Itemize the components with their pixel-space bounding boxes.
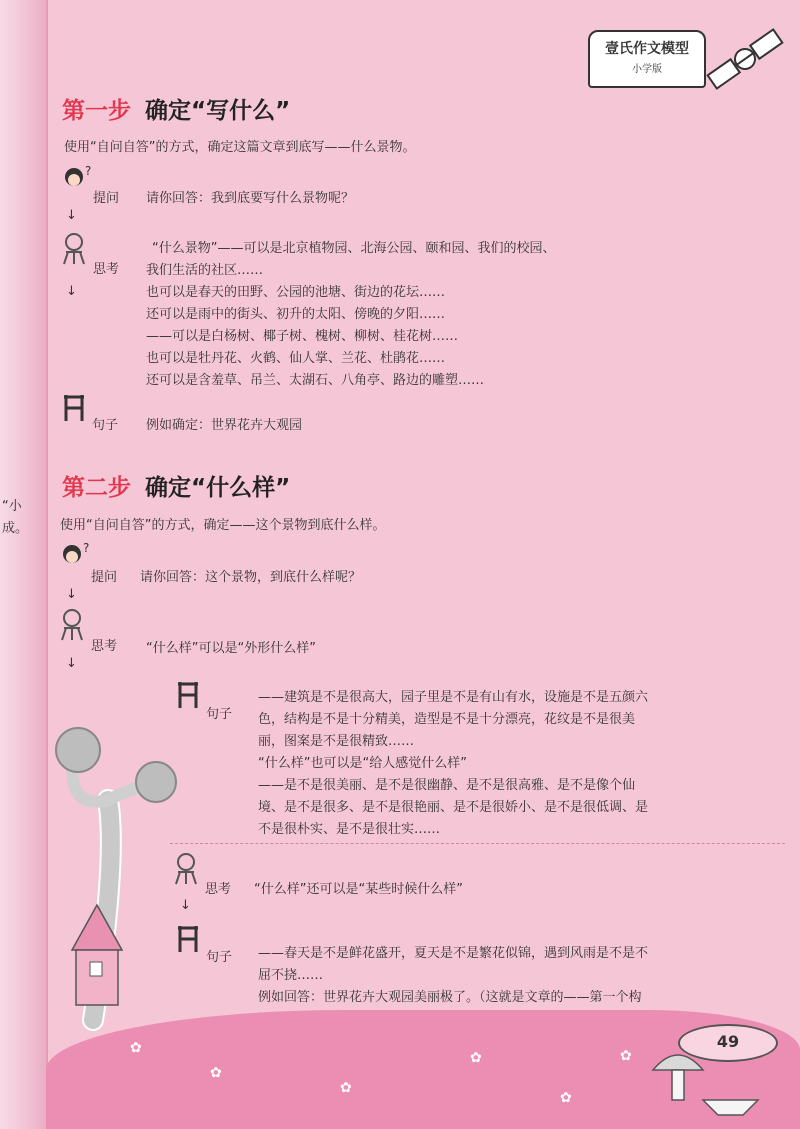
badge-title: 壹氏作文模型: [605, 41, 689, 57]
step2-sentence-line: ——是不是很美丽、是不是很幽静、是不是很高雅、是不是像个仙: [258, 778, 636, 793]
step2-think-text: “什么样”可以是“外形什么样”: [146, 641, 316, 656]
ladder-sentence-icon: [176, 680, 202, 710]
step1-think-line: 也可以是牡丹花、火鹤、仙人掌、兰花、杜鹃花……: [146, 351, 446, 366]
gutter-fragment: “小: [2, 499, 22, 514]
step1-title: 确定“写什么”: [145, 98, 291, 124]
step2-think2-label: 思考: [205, 882, 232, 897]
step1-think-label: 思考: [93, 262, 120, 277]
step2-think2-text: “什么样”还可以是“某些时候什么样”: [254, 882, 463, 897]
step2-sentence2-line: ——春天是不是鲜花盛开，夏天是不是繁花似锦，遇到风雨是不是不: [258, 946, 649, 961]
thinking-person-icon: [60, 232, 92, 266]
step1-think-line: 还可以是雨中的街头、初升的太阳、傍晚的夕阳……: [146, 307, 446, 322]
tower-illustration: [62, 900, 132, 1010]
section-divider: [170, 843, 785, 844]
page-number: 49: [678, 1024, 778, 1062]
step1-sentence-text: 例如确定：世界花卉大观园: [146, 418, 303, 433]
step1-think-line: ——可以是白杨树、椰子树、槐树、柳树、桂花树……: [146, 329, 459, 344]
step2-title: 确定“什么样”: [145, 475, 291, 501]
down-arrow-icon: ↓: [66, 656, 77, 671]
step1-heading: [62, 92, 290, 125]
down-arrow-icon: ↓: [180, 898, 191, 913]
star-icon: ✿: [210, 1065, 222, 1081]
step2-sentence2-line: 例如回答：世界花卉大观园美丽极了。（这就是文章的——第一个构: [258, 990, 642, 1005]
svg-text:?: ?: [83, 541, 90, 555]
ladder-sentence-icon: [62, 393, 88, 423]
thinking-person-icon: [58, 608, 90, 642]
step2-sentence2-label: 句子: [206, 950, 233, 965]
down-arrow-icon: ↓: [66, 284, 77, 299]
star-icon: ✿: [130, 1040, 142, 1056]
star-icon: ✿: [470, 1050, 482, 1066]
step1-think-line: 还可以是含羞草、吊兰、太湖石、八角亭、路边的雕塑……: [146, 373, 485, 388]
step1-think-line: 也可以是春天的田野、公园的池塘、街边的花坛……: [146, 285, 446, 300]
step1-sentence-label: 句子: [92, 418, 119, 433]
step2-sentence-line: 色，结构是不是十分精美，造型是不是十分漂亮，花纹是不是很美: [258, 712, 636, 727]
page-gutter: [0, 0, 48, 1129]
star-icon: ✿: [560, 1090, 572, 1106]
step2-ask-text: 请你回答：这个景物，到底什么样呢？: [140, 570, 362, 585]
book-series-badge: [588, 30, 706, 88]
svg-text:?: ?: [85, 164, 92, 178]
step1-number: 第一步: [62, 98, 131, 124]
step2-think-label: 思考: [91, 639, 118, 654]
step1-ask-text: 请你回答：我到底要写什么景物呢？: [146, 191, 355, 206]
down-arrow-icon: ↓: [66, 587, 77, 602]
step2-sentence-line: 境、是不是很多、是不是很艳丽、是不是很娇小、是不是很低调、是: [258, 800, 649, 815]
star-icon: ✿: [620, 1048, 632, 1064]
step2-number: 第二步: [62, 475, 131, 501]
step2-intro: 使用“自问自答”的方式，确定——这个景物到底什么样。: [60, 518, 386, 533]
step2-ask-label: 提问: [91, 570, 118, 585]
step2-sentence-line: 不是很朴实、是不是很壮实……: [258, 822, 441, 837]
step1-think-line: 我们生活的社区……: [146, 263, 264, 278]
step1-intro: 使用“自问自答”的方式，确定这篇文章到底写——什么景物。: [64, 140, 416, 155]
step2-sentence-line: 丽，图案是不是很精致……: [258, 734, 415, 749]
satellite-icon: [700, 14, 790, 104]
star-icon: ✿: [340, 1080, 352, 1096]
step2-sentence-label: 句子: [206, 707, 233, 722]
badge-subtitle: 小学版: [632, 64, 662, 75]
step2-sentence-line: “什么样”也可以是“给人感觉什么样”: [258, 756, 467, 771]
step1-think-line: “什么景物”——可以是北京植物园、北海公园、颐和园、我们的校园、: [152, 241, 556, 256]
step1-ask-label: 提问: [93, 191, 120, 206]
down-arrow-icon: ↓: [66, 208, 77, 223]
step2-sentence-line: ——建筑是不是很高大，园子里是不是有山有水，设施是不是五颜六: [258, 690, 649, 705]
step2-heading: [62, 469, 290, 502]
step2-sentence2-line: 屈不挠……: [258, 968, 324, 983]
gutter-fragment: 成。: [2, 521, 29, 536]
